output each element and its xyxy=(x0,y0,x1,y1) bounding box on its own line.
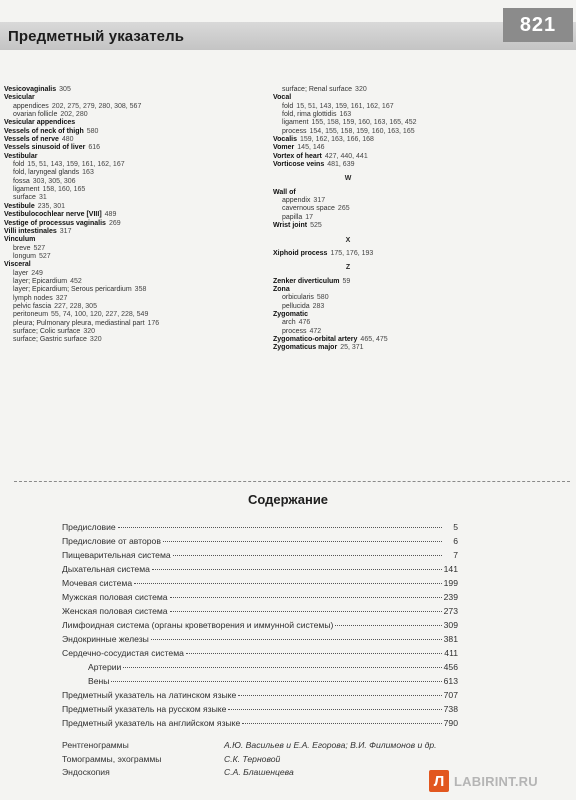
index-page-refs: 317 xyxy=(59,227,72,235)
toc-item-page: 738 xyxy=(443,704,458,714)
index-term-text: layer; Epicardium; Serous pericardium xyxy=(13,286,132,294)
toc-item-label: Предметный указатель на русском языке xyxy=(62,704,227,714)
toc-item xyxy=(62,648,458,662)
index-term-text: Visceral xyxy=(4,261,31,269)
index-subterm xyxy=(273,103,533,111)
toc-item-label: Предметный указатель на латинском языке xyxy=(62,690,237,700)
credit-label: Томограммы, эхограммы xyxy=(62,753,162,764)
index-term-text: Villi intestinales xyxy=(4,227,57,235)
toc-item-label: Женская половая система xyxy=(62,606,168,616)
index-term xyxy=(273,189,533,197)
index-page-refs: 249 xyxy=(31,269,43,277)
credit-label: Эндоскопия xyxy=(62,767,110,777)
index-subterm xyxy=(4,178,264,186)
index-term-text: orbicularis xyxy=(282,294,314,302)
toc-item xyxy=(62,634,458,648)
index-page-refs: 175, 176, 193 xyxy=(330,249,374,257)
index-page-refs: 155, 158, 159, 160, 163, 165, 452 xyxy=(311,119,417,127)
index-term xyxy=(273,161,533,169)
toc-item-page: 790 xyxy=(443,718,458,728)
toc-item-label: Мочевая система xyxy=(62,578,133,588)
toc-item-label: Предметный указатель на английском языке xyxy=(62,718,241,728)
index-term-text: Zona xyxy=(273,285,290,293)
index-term xyxy=(273,336,533,344)
index-letter-heading xyxy=(273,237,423,245)
index-subterm xyxy=(4,194,264,202)
index-page-refs: 527 xyxy=(38,252,51,260)
index-subterm xyxy=(4,245,264,253)
toc-item-page: 239 xyxy=(443,592,458,602)
index-page-refs: 480 xyxy=(61,136,74,144)
index-term xyxy=(273,136,533,144)
toc-item xyxy=(62,522,458,536)
section-divider xyxy=(14,481,570,482)
index-column-right xyxy=(273,86,533,353)
index-term-text: surface; Colic surface xyxy=(13,327,81,335)
index-term-text: fossa xyxy=(13,177,30,185)
index-term-text: breve xyxy=(13,244,31,252)
index-term-text: fold, laryngeal glands xyxy=(13,169,80,177)
index-term-text: Wall of xyxy=(273,188,296,196)
toc-item-label: Предисловие xyxy=(62,522,116,532)
index-term-text: Vomer xyxy=(273,144,295,152)
index-page-refs: 305 xyxy=(59,86,71,93)
index-subterm xyxy=(273,319,533,327)
index-term-text: Zygomatico-orbital artery xyxy=(273,335,358,343)
index-term-text: Vorticose veins xyxy=(273,161,325,169)
toc-item-label: Дыхательная система xyxy=(62,564,150,574)
index-subterm xyxy=(273,197,533,205)
index-page-refs: 145, 146 xyxy=(297,144,325,152)
index-subterm xyxy=(273,328,533,336)
toc-item-page: 411 xyxy=(444,648,458,658)
index-page-refs: 163 xyxy=(82,169,94,177)
toc-item xyxy=(62,704,458,718)
toc-item xyxy=(62,536,458,550)
index-subterm xyxy=(273,119,533,127)
index-term-text: papilla xyxy=(282,213,303,221)
index-column-left xyxy=(4,86,264,345)
index-term-text: Vesicovaginalis xyxy=(4,86,57,93)
index-page-refs: 31 xyxy=(38,194,47,202)
index-term xyxy=(4,203,264,211)
index-term-text: Wrist joint xyxy=(273,222,308,230)
index-subterm xyxy=(273,214,533,222)
toc-item-label: Эндокринные железы xyxy=(62,634,149,644)
index-term xyxy=(273,222,533,230)
toc-item-label: Сердечно-сосудистая система xyxy=(62,648,184,658)
index-subterm xyxy=(273,111,533,119)
index-term-text: Vestibulocochlear nerve [VIII] xyxy=(4,211,102,219)
index-term-text: surface; Renal surface xyxy=(282,86,353,93)
index-page-refs: 163 xyxy=(339,111,352,119)
index-page-refs: 17 xyxy=(305,213,314,221)
index-term-text: ovarian follicle xyxy=(13,111,58,119)
index-page-refs: 320 xyxy=(89,336,102,344)
index-term-text: Vortex of heart xyxy=(273,152,322,160)
toc-item-page: 273 xyxy=(443,606,458,616)
index-page-refs: 176 xyxy=(147,319,160,327)
labirint-logo-icon: Л xyxy=(429,770,449,792)
toc-leader-dots xyxy=(173,555,442,556)
index-page-refs: 227, 228, 305 xyxy=(54,302,97,310)
index-subterm xyxy=(4,286,264,294)
toc-item xyxy=(62,578,458,592)
toc-item-label: Лимфоидная система (органы кроветворения и иммунной системы) xyxy=(62,620,334,630)
index-page-refs: 55, 74, 100, 120, 227, 228, 549 xyxy=(51,311,149,319)
toc-leader-dots xyxy=(151,639,442,640)
index-page-refs: 616 xyxy=(88,144,101,152)
credit-authors: С.А. Блашенцева xyxy=(224,767,294,777)
credit-authors: С.К. Терновой xyxy=(224,753,281,764)
index-subterm xyxy=(4,161,264,169)
index-subterm xyxy=(273,303,533,311)
index-term-text: process xyxy=(282,127,307,135)
index-subterm xyxy=(4,186,264,194)
index-term-text: lymph nodes xyxy=(13,294,53,302)
index-term xyxy=(273,344,533,352)
index-term-text: Vesicular appendices xyxy=(4,119,76,127)
index-term-text: surface xyxy=(13,194,36,202)
toc-leader-dots xyxy=(111,681,441,682)
toc-item xyxy=(62,690,458,704)
index-term-text: ligament xyxy=(13,186,40,194)
toc-item-page: 456 xyxy=(443,662,458,672)
index-term xyxy=(273,144,533,152)
index-page-refs: 59 xyxy=(342,277,351,285)
index-subterm xyxy=(273,205,533,213)
index-term xyxy=(4,220,264,228)
toc-leader-dots xyxy=(163,541,442,542)
toc-leader-dots xyxy=(335,625,441,626)
toc-item-page: 141 xyxy=(443,564,458,574)
index-page-refs: 452 xyxy=(70,277,82,285)
index-term-text: surface; Gastric surface xyxy=(13,336,87,344)
index-subterm xyxy=(4,278,264,286)
index-subterm xyxy=(4,253,264,261)
watermark-text: LABIRINT.RU xyxy=(454,774,538,789)
toc-title: Содержание xyxy=(247,492,329,507)
index-page-refs: 283 xyxy=(312,302,325,310)
index-term-text: Vessels sinusoid of liver xyxy=(4,144,86,152)
index-page-refs: 158, 160, 165 xyxy=(42,186,86,194)
index-term-text: Zenker diverticulum xyxy=(273,277,340,285)
index-page-refs: 154, 155, 158, 159, 160, 163, 165 xyxy=(309,127,415,135)
index-term-text: Vocalis xyxy=(273,136,297,144)
toc-item-page: 309 xyxy=(443,620,458,630)
index-term xyxy=(4,94,264,102)
toc-leader-dots xyxy=(118,527,442,528)
index-term-text: Vestibular xyxy=(4,152,38,160)
toc-item xyxy=(62,662,458,676)
index-page-refs: 580 xyxy=(316,294,329,302)
index-page-refs: 320 xyxy=(355,86,367,93)
index-term-text: layer xyxy=(13,269,29,277)
toc-leader-dots xyxy=(170,597,442,598)
index-subterm xyxy=(4,103,264,111)
index-term-text: Z xyxy=(345,264,351,272)
index-term xyxy=(273,250,533,258)
index-subterm xyxy=(4,311,264,319)
toc-list xyxy=(62,522,458,732)
index-subterm xyxy=(4,328,264,336)
index-term-text: pleura; Pulmonary pleura, mediastinal part xyxy=(13,319,145,327)
index-subterm xyxy=(4,303,264,311)
index-page-refs: 25, 371 xyxy=(340,344,364,352)
toc-leader-dots xyxy=(123,667,441,668)
index-page-refs: 159, 162, 163, 166, 168 xyxy=(300,136,374,144)
toc-leader-dots xyxy=(186,653,442,654)
toc-leader-dots xyxy=(134,583,442,584)
index-term-text: Xiphoid process xyxy=(273,249,328,257)
index-term-text: ligament xyxy=(282,119,309,127)
index-term-text: process xyxy=(282,327,307,335)
index-term xyxy=(4,86,264,94)
page-number: 821 xyxy=(503,8,573,42)
credit-item xyxy=(62,740,532,754)
index-letter-heading xyxy=(273,175,423,183)
toc-item-page: 707 xyxy=(443,690,458,700)
index-term-text: Vestige of processus vaginalis xyxy=(4,219,106,227)
toc-item-label: Вены xyxy=(88,676,110,686)
index-subterm xyxy=(4,111,264,119)
toc-item xyxy=(62,620,458,634)
toc-leader-dots xyxy=(170,611,442,612)
page-title: Предметный указатель xyxy=(8,28,185,45)
index-page-refs: 320 xyxy=(83,327,95,335)
index-subterm xyxy=(273,294,533,302)
index-term-text: longum xyxy=(13,252,36,260)
index-term xyxy=(273,278,533,286)
index-term-text: Vessels of neck of thigh xyxy=(4,127,84,135)
toc-item xyxy=(62,550,458,564)
index-term-text: Zygomaticus major xyxy=(273,344,338,352)
credit-label: Рентгенограммы xyxy=(62,740,129,750)
index-letter-heading xyxy=(273,264,423,272)
index-term xyxy=(4,236,264,244)
index-page-refs: 303, 305, 306 xyxy=(32,177,76,185)
index-term-text: layer; Epicardium xyxy=(13,277,68,285)
index-term-text: Vesicular xyxy=(4,94,35,102)
index-term xyxy=(4,228,264,236)
toc-leader-dots xyxy=(228,709,441,710)
toc-item xyxy=(62,606,458,620)
index-term xyxy=(4,128,264,136)
index-term-text: fold, rima glottidis xyxy=(282,111,337,119)
toc-leader-dots xyxy=(238,695,441,696)
index-page-refs: 481, 639 xyxy=(327,161,355,169)
toc-item-page: 381 xyxy=(443,634,458,644)
toc-leader-dots xyxy=(242,723,441,724)
index-page-refs: 327 xyxy=(55,294,68,302)
index-term xyxy=(273,153,533,161)
credit-item xyxy=(62,754,532,768)
index-term-text: arch xyxy=(282,319,296,327)
index-subterm xyxy=(4,295,264,303)
index-term xyxy=(4,153,264,161)
index-page-refs: 202, 275, 279, 280, 308, 567 xyxy=(51,102,142,110)
index-term xyxy=(4,144,264,152)
index-page-refs: 265 xyxy=(337,205,350,213)
index-term-text: pelvic fascia xyxy=(13,302,52,310)
index-term xyxy=(4,211,264,219)
toc-item xyxy=(62,592,458,606)
index-page-refs: 15, 51, 143, 159, 161, 162, 167 xyxy=(296,102,394,110)
index-page-refs: 476 xyxy=(298,319,311,327)
index-term xyxy=(4,119,264,127)
index-term-text: W xyxy=(344,175,352,183)
index-page-refs: 527 xyxy=(33,244,46,252)
index-page-refs: 472 xyxy=(309,327,322,335)
index-page-refs: 525 xyxy=(310,222,322,230)
index-term-text: peritoneum xyxy=(13,311,49,319)
index-term xyxy=(4,261,264,269)
index-term-text: cavernous space xyxy=(282,205,335,213)
toc-item xyxy=(62,718,458,732)
index-term xyxy=(273,311,533,319)
toc-leader-dots xyxy=(152,569,442,570)
index-term-text: fold xyxy=(282,102,294,110)
toc-item xyxy=(62,676,458,690)
index-page-refs: 580 xyxy=(86,127,99,135)
index-term-text: appendix xyxy=(282,197,311,205)
index-page-refs: 317 xyxy=(313,197,326,205)
toc-item-label: Артерии xyxy=(88,662,122,672)
index-term-text: Vinculum xyxy=(4,236,36,244)
index-term xyxy=(4,136,264,144)
index-subterm xyxy=(4,320,264,328)
index-page-refs: 358 xyxy=(134,286,147,294)
index-term-text: Zygomatic xyxy=(273,310,309,318)
index-page-refs: 269 xyxy=(108,219,121,227)
index-term-text: fold xyxy=(13,161,25,169)
toc-item-label: Предисловие от авторов xyxy=(62,536,161,546)
index-subterm xyxy=(4,336,264,344)
index-subterm xyxy=(273,86,533,94)
index-term-text: X xyxy=(345,236,351,244)
index-page-refs: 15, 51, 143, 159, 161, 162, 167 xyxy=(27,161,125,169)
index-term-text: appendices xyxy=(13,102,49,110)
index-page-refs: 427, 440, 441 xyxy=(324,152,368,160)
index-term-text: Vessels of nerve xyxy=(4,136,59,144)
index-page-refs: 235, 301 xyxy=(37,202,65,210)
toc-item-label: Пищеварительная система xyxy=(62,550,171,560)
toc-item-page: 613 xyxy=(443,676,458,686)
toc-item-page: 7 xyxy=(453,550,458,560)
toc-item-page: 5 xyxy=(453,522,458,532)
index-term-text: Vocal xyxy=(273,94,292,102)
index-term-text: Vestibule xyxy=(4,202,35,210)
index-page-refs: 465, 475 xyxy=(360,335,388,343)
index-subterm xyxy=(4,270,264,278)
index-term xyxy=(273,94,533,102)
index-subterm xyxy=(273,128,533,136)
toc-item-page: 6 xyxy=(453,536,458,546)
index-page-refs: 202, 280 xyxy=(60,111,88,119)
toc-item xyxy=(62,564,458,578)
toc-item-page: 199 xyxy=(443,578,458,588)
index-page-refs: 489 xyxy=(104,211,117,219)
credit-authors: А.Ю. Васильев и Е.А. Егорова; В.И. Филимонов и др. xyxy=(224,740,437,750)
toc-item-label: Мужская половая система xyxy=(62,592,168,602)
index-subterm xyxy=(4,169,264,177)
index-term-text: pellucida xyxy=(282,302,310,310)
index-term xyxy=(273,286,533,294)
